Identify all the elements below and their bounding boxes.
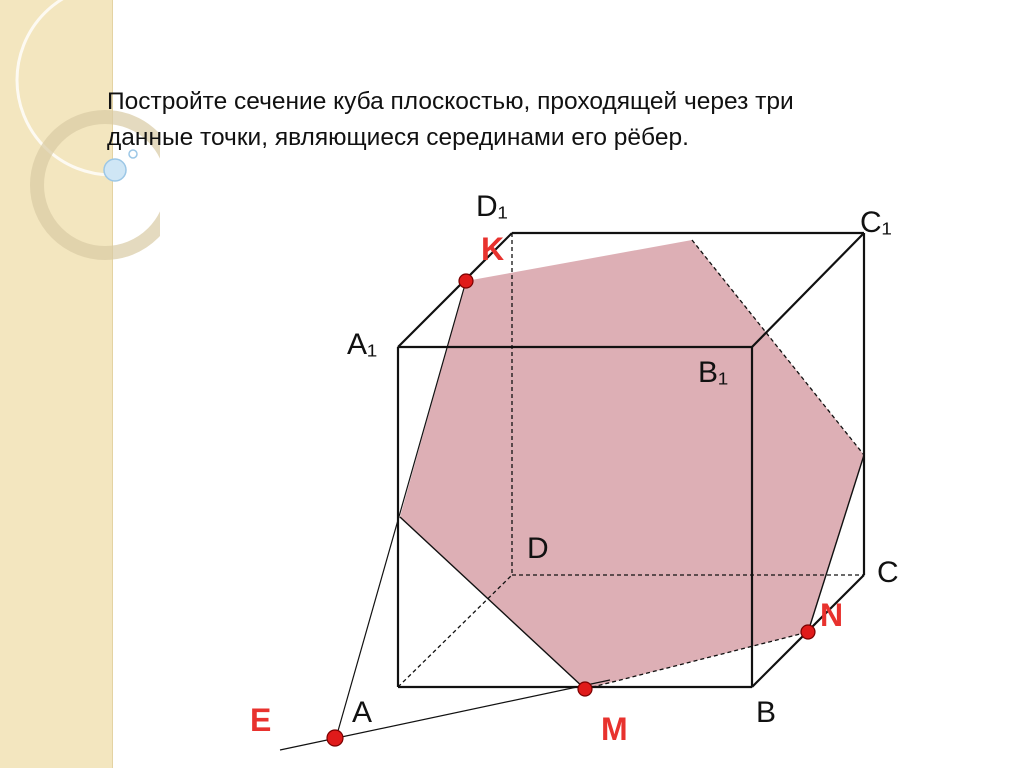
task-line-2: данные точки, являющиеся серединами его рёбер.	[107, 124, 689, 151]
label-n: N	[820, 597, 844, 633]
label-b1: B₁	[698, 356, 729, 389]
label-k: K	[481, 231, 505, 267]
label-d1: D₁	[476, 190, 508, 223]
point-k	[459, 274, 473, 288]
label-c1: C₁	[860, 206, 892, 239]
label-d: D	[527, 532, 549, 565]
edge-ad	[398, 575, 512, 687]
point-n	[801, 625, 815, 639]
edge-b1c1	[752, 233, 864, 347]
point-m	[578, 682, 592, 696]
label-a1: A₁	[347, 328, 378, 361]
label-a: A	[352, 696, 373, 729]
label-m: M	[601, 711, 628, 747]
point-e	[327, 730, 343, 746]
section-polygon	[400, 240, 864, 689]
label-c: C	[877, 556, 899, 589]
label-b: B	[756, 696, 777, 729]
label-e: E	[250, 702, 272, 738]
task-line-1: Постройте сечение куба плоскостью, проходящей через три	[107, 88, 794, 115]
